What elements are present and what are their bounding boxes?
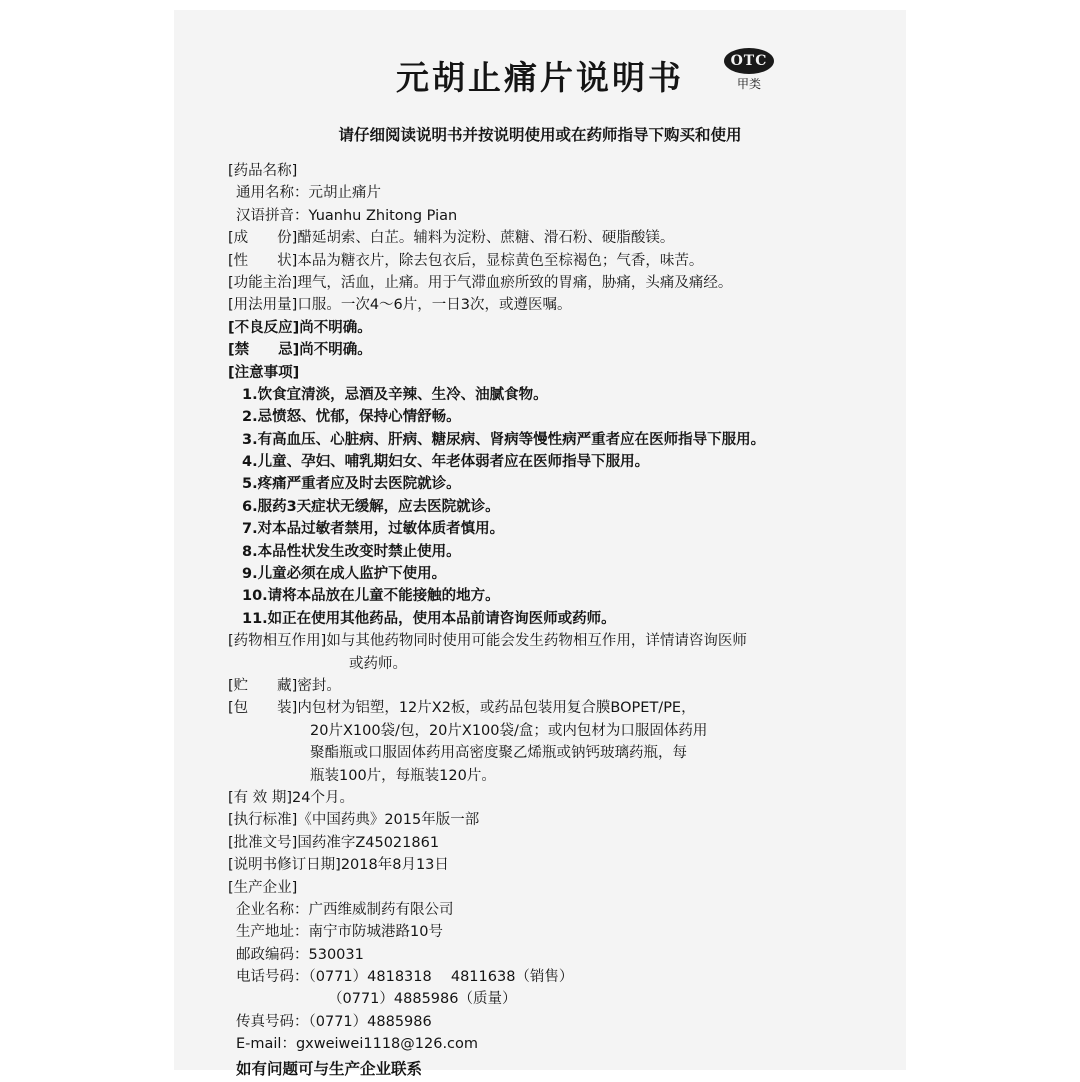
instruction-leaflet — [174, 10, 906, 1078]
adverse-row — [228, 317, 888, 339]
contraindications-text: 尚不明确。 — [299, 342, 372, 359]
precaution-item: 8.本品性状发生改变时禁止使用。 — [242, 543, 461, 560]
contraindications-label: [禁 忌] — [228, 342, 300, 359]
otc-class-label: 甲类 — [736, 77, 761, 91]
packaging-text-cont: 聚酯瓶或口服固体药用高密度聚乙烯瓶或钠钙玻璃药瓶，每 — [310, 745, 687, 762]
standard-row — [228, 809, 888, 831]
interactions-row — [228, 630, 888, 652]
section-drug-name: [药品名称] — [228, 163, 298, 179]
adverse-text: 尚不明确。 — [299, 319, 372, 336]
contraindications-row — [228, 339, 888, 361]
dosage-text: 口服。一次4～6片，一日3次，或遵医嘱。 — [297, 297, 572, 314]
reading-notice: 请仔细阅读说明书并按说明使用或在药师指导下购买和使用 — [338, 126, 742, 144]
packaging-row — [228, 697, 888, 719]
indications-row — [228, 272, 888, 294]
approval-label: [批准文号] — [228, 834, 298, 851]
precaution-item: 4.儿童、孕妇、哺乳期妇女、年老体弱者应在医师指导下服用。 — [242, 454, 650, 471]
revision-row — [228, 854, 888, 876]
validity-row — [228, 787, 888, 809]
company-address: 生产地址：南宁市防城港路10号 — [236, 924, 443, 941]
packaging-text: 内包材为铝塑，12片X2板，或药品包装用复合膜BOPET/PE， — [297, 700, 696, 717]
company-phone-cont: （0771）4885986（质量） — [328, 991, 517, 1008]
description-row — [228, 250, 888, 272]
approval-text: 国药准字Z45021861 — [297, 834, 440, 851]
pinyin-name: 汉语拼音：Yuanhu Zhitong Pian — [236, 207, 458, 224]
precaution-item: 9.儿童必须在成人监护下使用。 — [242, 566, 447, 583]
section-manufacturer: [生产企业] — [228, 879, 298, 896]
description-label: [性 状] — [228, 252, 298, 269]
revision-label: [说明书修订日期] — [228, 857, 341, 874]
precaution-item: 3.有高血压、心脏病、肝病、糖尿病、肾病等慢性病严重者应在医师指导下服用。 — [242, 431, 766, 448]
validity-label: [有 效 期] — [228, 789, 293, 806]
validity-text: 24个月。 — [292, 789, 354, 806]
composition-row — [228, 227, 888, 249]
dosage-row — [228, 294, 888, 316]
indications-label: [功能主治] — [228, 274, 298, 291]
storage-text: 密封。 — [297, 677, 341, 694]
contact-note: 如有问题可与生产企业联系 — [236, 1059, 423, 1078]
generic-name: 通用名称：元胡止痛片 — [236, 185, 381, 202]
section-precautions: [注意事项] — [228, 364, 300, 381]
page-title: 元胡止痛片说明书 — [396, 58, 684, 97]
leaflet-content — [228, 160, 888, 1082]
interactions-text-cont: 或药师。 — [349, 655, 407, 672]
otc-logo: OTC — [724, 48, 774, 74]
interactions-text: 如与其他药物同时使用可能会发生药物相互作用，详情请咨询医师 — [326, 633, 747, 650]
storage-label: [贮 藏] — [228, 677, 298, 694]
packaging-label: [包 装] — [228, 700, 298, 717]
precaution-item: 7.对本品过敏者禁用，过敏体质者慎用。 — [242, 521, 505, 538]
precaution-item: 5.疼痛严重者应及时去医院就诊。 — [242, 476, 461, 493]
packaging-text-cont: 瓶装100片，每瓶装120片。 — [310, 767, 496, 784]
standard-text: 《中国药典》2015年版一部 — [297, 812, 480, 829]
interactions-label: [药物相互作用] — [228, 633, 327, 650]
adverse-label: [不良反应] — [228, 319, 300, 336]
approval-row — [228, 832, 888, 854]
otc-badge — [724, 48, 780, 100]
storage-row — [228, 675, 888, 697]
precaution-item: 11.如正在使用其他药品，使用本品前请咨询医师或药师。 — [242, 610, 616, 627]
company-name: 企业名称：广西维威制药有限公司 — [236, 901, 454, 918]
precaution-item: 10.请将本品放在儿童不能接触的地方。 — [242, 588, 500, 605]
company-phone: 电话号码：（0771）4818318 4811638（销售） — [236, 969, 574, 986]
precaution-item: 1.饮食宜清淡，忌酒及辛辣、生冷、油腻食物。 — [242, 386, 548, 403]
composition-label: [成 份] — [228, 230, 298, 247]
composition-text: 醋延胡索、白芷。辅料为淀粉、蔗糖、滑石粉、硬脂酸镁。 — [297, 230, 675, 247]
precaution-item: 6.服药3天症状无缓解，应去医院就诊。 — [242, 498, 500, 515]
company-fax: 传真号码：（0771）4885986 — [236, 1013, 432, 1030]
precaution-item: 2.忌愤怒、忧郁，保持心情舒畅。 — [242, 409, 461, 426]
standard-label: [执行标准] — [228, 812, 298, 829]
description-text: 本品为糖衣片，除去包衣后，显棕黄色至棕褐色；气香，味苦。 — [297, 252, 704, 269]
dosage-label: [用法用量] — [228, 297, 298, 314]
indications-text: 理气，活血，止痛。用于气滞血瘀所致的胃痛，胁痛，头痛及痛经。 — [297, 274, 733, 291]
revision-text: 2018年8月13日 — [340, 857, 449, 874]
company-postcode: 邮政编码：530031 — [236, 946, 364, 963]
company-email: E-mail：gxweiwei1118@126.com — [236, 1036, 479, 1053]
packaging-text-cont: 20片X100袋/包，20片X100袋/盒；或内包材为口服固体药用 — [310, 722, 708, 739]
